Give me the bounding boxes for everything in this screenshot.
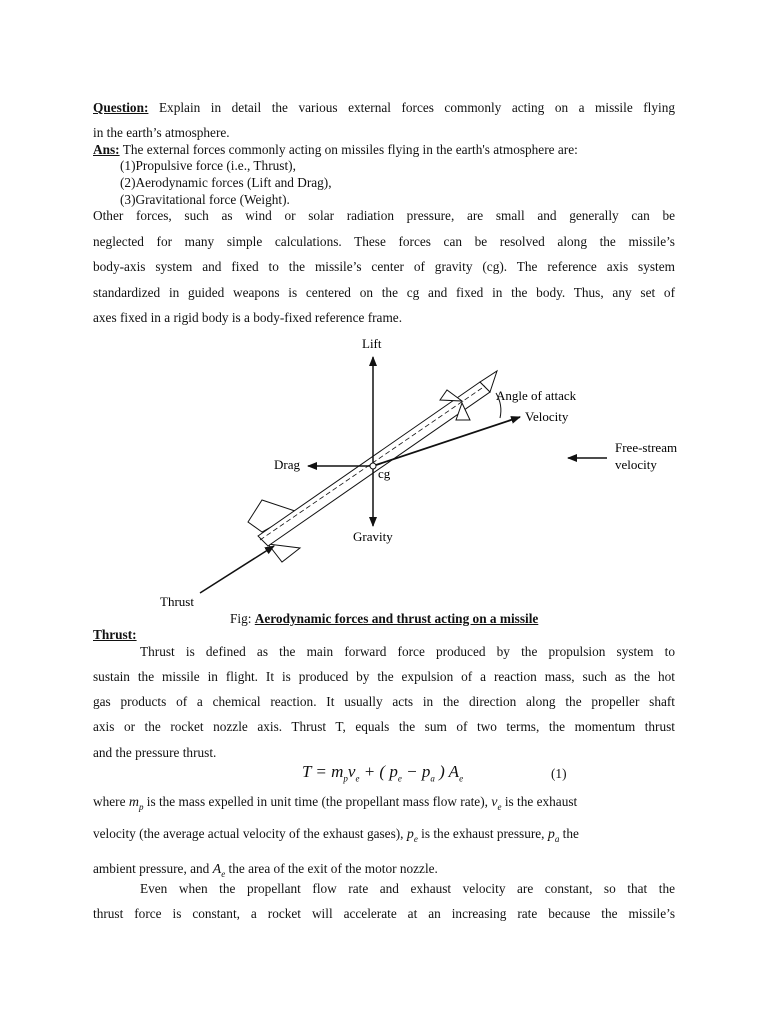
symbol-pa: $p_a$: [547, 827, 560, 844]
thrust-line-1: Thrust is defined as the main forward force produced by the propulsion system to: [140, 644, 675, 659]
where-word: where: [93, 794, 126, 809]
free-stream-label-1: Free-stream: [615, 440, 678, 455]
where-ambient-text: ambient pressure, and: [93, 861, 210, 876]
cg-label: cg: [378, 466, 391, 481]
missile-forces-figure: [0, 330, 768, 610]
where-ae-text: the area of the exit of the motor nozzle.: [228, 861, 438, 876]
where-pa-text: the: [562, 826, 579, 841]
paragraph-line-2: neglected for many simple calculations. These forces can be resolved along the missile’s: [93, 234, 675, 249]
question-line-1: [93, 100, 675, 116]
question-label: Question:: [93, 100, 149, 115]
answer-item-3: (3)Gravitational force (Weight).: [120, 192, 290, 207]
thrust-heading: Thrust:: [93, 627, 137, 642]
drag-label: Drag: [274, 457, 300, 472]
angle-of-attack-label: Angle of attack: [496, 388, 577, 403]
paragraph-line-3: body-axis system and fixed to the missile’s center of gravity (cg). The reference axis system: [93, 259, 675, 274]
symbol-mp: $m_p$: [128, 795, 144, 812]
answer-item-1: (1)Propulsive force (i.e., Thrust),: [120, 158, 296, 173]
symbol-ve: $v_e$: [491, 795, 502, 812]
where-pe-text: is the exhaust pressure,: [421, 826, 545, 841]
where-line-3: [93, 861, 675, 882]
thrust-line-4: axis or the rocket nozzle axis. Thrust T, equals the sum of two terms, the momentum thrust: [93, 719, 675, 734]
thrust-line-2: sustain the missile in flight. It is produced by the expulsion of a reaction mass, such as the hot: [93, 669, 675, 684]
gravity-label: Gravity: [353, 529, 393, 544]
cg-point: [370, 463, 376, 469]
caption-prefix: Fig:: [230, 611, 252, 626]
where-velocity-text: velocity (the average actual velocity of the exhaust gases),: [93, 826, 404, 841]
figure-caption: [230, 611, 630, 627]
answer-intro-text: The external forces commonly acting on missiles flying in the earth's atmosphere are:: [122, 142, 578, 157]
free-stream-label-2: velocity: [615, 457, 657, 472]
answer-label: Ans:: [93, 142, 120, 157]
answer-intro: [93, 142, 675, 158]
lift-label: Lift: [362, 336, 382, 351]
paragraph-line-5: axes fixed in a rigid body is a body-fixed reference frame.: [93, 310, 403, 325]
last-line-1: Even when the propellant flow rate and exhaust velocity are constant, so that the: [140, 881, 675, 896]
thrust-line-5: and the pressure thrust.: [93, 745, 217, 760]
where-line-2: [93, 826, 675, 847]
thrust-line-3: gas products of a chemical reaction. It usually acts in the direction along the propeller shaft: [93, 694, 675, 709]
symbol-pe: $p_e$: [406, 827, 418, 844]
thrust-equation: $T = m_pv_e$ + ( $p_e - p_a$ ) $A_e$: [302, 762, 464, 784]
thrust-arrow: [200, 546, 274, 593]
velocity-label: Velocity: [525, 409, 569, 424]
equation-number: (1): [551, 766, 567, 781]
thrust-label: Thrust: [160, 594, 194, 609]
question-text: Explain in detail the various external forces commonly acting on a missile flying: [158, 100, 675, 115]
where-ve-text: is the exhaust: [504, 794, 578, 809]
where-mp-text: is the mass expelled in unit time (the propellant mass flow rate),: [146, 794, 488, 809]
caption-text: Aerodynamic forces and thrust acting on a missile: [254, 611, 539, 626]
last-line-2: thrust force is constant, a rocket will accelerate at an increasing rate because the missile’s: [93, 906, 675, 921]
where-line-1: [93, 794, 675, 815]
symbol-ae: $A_e$: [212, 862, 226, 879]
answer-item-2: (2)Aerodynamic forces (Lift and Drag),: [120, 175, 332, 190]
paragraph-line-4: standardized in guided weapons is centered on the cg and fixed in the body. Thus, any set of: [93, 285, 675, 300]
question-line-2: in the earth’s atmosphere.: [93, 125, 230, 140]
paragraph-line-1: Other forces, such as wind or solar radiation pressure, are small and generally can be: [93, 208, 675, 223]
